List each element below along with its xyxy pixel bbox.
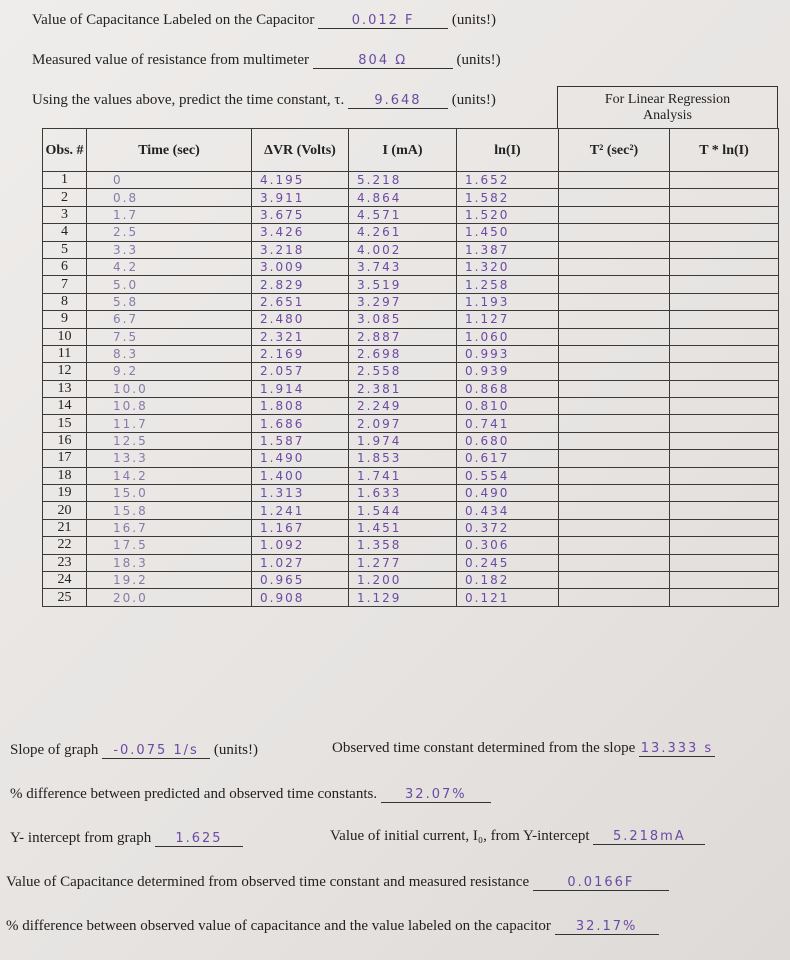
ln-cell: 1.520	[457, 206, 559, 223]
dv-cell: 3.426	[252, 224, 349, 241]
time-cell: 12.5	[87, 432, 252, 449]
observed-tc-label: Observed time constant determined from the slope	[332, 740, 636, 756]
cap-obs-line	[6, 874, 669, 891]
ln-cell: 0.741	[457, 415, 559, 432]
t2-cell	[559, 589, 670, 606]
ln-cell: 1.127	[457, 311, 559, 328]
table-row	[43, 363, 779, 380]
current-cell: 1.741	[349, 467, 457, 484]
time-cell: 8.3	[87, 345, 252, 362]
ln-cell: 1.320	[457, 258, 559, 275]
time-cell: 15.0	[87, 485, 252, 502]
ln-cell: 0.245	[457, 554, 559, 571]
table-row	[43, 172, 779, 189]
ln-cell: 0.121	[457, 589, 559, 606]
predict-value: 9.648	[348, 94, 448, 109]
regression-header-line2: Analysis	[643, 108, 692, 123]
obs-cell: 19	[43, 485, 87, 502]
dv-cell: 1.167	[252, 519, 349, 536]
dv-cell: 3.675	[252, 206, 349, 223]
t2-cell	[559, 502, 670, 519]
time-cell: 5.8	[87, 293, 252, 310]
t2-cell	[559, 345, 670, 362]
current-cell: 2.097	[349, 415, 457, 432]
current-cell: 1.633	[349, 485, 457, 502]
cap-obs-value: 0.0166F	[533, 876, 669, 891]
current-cell: 3.085	[349, 311, 457, 328]
time-cell: 2.5	[87, 224, 252, 241]
ln-cell: 0.434	[457, 502, 559, 519]
capacitance-label: Value of Capacitance Labeled on the Capacitor	[32, 12, 315, 28]
regression-header-line1: For Linear Regression	[604, 92, 731, 107]
tln-cell	[670, 380, 779, 397]
dv-cell: 1.490	[252, 450, 349, 467]
current-cell: 2.558	[349, 363, 457, 380]
col-header-current: I (mA)	[349, 129, 457, 172]
obs-cell: 4	[43, 224, 87, 241]
table-row	[43, 293, 779, 310]
table-row	[43, 189, 779, 206]
time-cell: 7.5	[87, 328, 252, 345]
t2-cell	[559, 380, 670, 397]
table-row	[43, 206, 779, 223]
ln-cell: 0.868	[457, 380, 559, 397]
dv-cell: 1.400	[252, 467, 349, 484]
t2-cell	[559, 571, 670, 588]
tln-cell	[670, 519, 779, 536]
table-row	[43, 467, 779, 484]
obs-cell: 7	[43, 276, 87, 293]
obs-cell: 16	[43, 432, 87, 449]
i0-value: 5.218mA	[593, 830, 705, 845]
obs-cell: 10	[43, 328, 87, 345]
ln-cell: 1.582	[457, 189, 559, 206]
tln-cell	[670, 328, 779, 345]
tln-cell	[670, 571, 779, 588]
predict-units: (units!)	[451, 92, 496, 108]
current-cell: 5.218	[349, 172, 457, 189]
current-cell: 1.129	[349, 589, 457, 606]
current-cell: 2.887	[349, 328, 457, 345]
obs-cell: 1	[43, 172, 87, 189]
obs-cell: 12	[43, 363, 87, 380]
current-cell: 4.261	[349, 224, 457, 241]
t2-cell	[559, 189, 670, 206]
dv-cell: 1.686	[252, 415, 349, 432]
table-row	[43, 328, 779, 345]
pct-tc-value: 32.07%	[381, 788, 491, 803]
obs-cell: 24	[43, 571, 87, 588]
ln-cell: 0.372	[457, 519, 559, 536]
current-cell: 1.200	[349, 571, 457, 588]
obs-cell: 6	[43, 258, 87, 275]
tln-cell	[670, 206, 779, 223]
table-header-row	[43, 129, 779, 172]
i0-label: Value of initial current, I₀, from Y-intercept	[330, 828, 590, 844]
table-row	[43, 398, 779, 415]
time-cell: 20.0	[87, 589, 252, 606]
obs-cell: 21	[43, 519, 87, 536]
tln-cell	[670, 293, 779, 310]
tln-cell	[670, 241, 779, 258]
t2-cell	[559, 172, 670, 189]
resistance-line	[32, 52, 501, 69]
table-row	[43, 241, 779, 258]
yint-line	[10, 830, 243, 847]
table-row	[43, 432, 779, 449]
tln-cell	[670, 537, 779, 554]
i0-line	[330, 828, 705, 845]
tln-cell	[670, 363, 779, 380]
tln-cell	[670, 485, 779, 502]
time-cell: 14.2	[87, 467, 252, 484]
cap-obs-label: Value of Capacitance determined from observed time constant and measured resistance	[6, 874, 530, 890]
table-row	[43, 380, 779, 397]
ln-cell: 0.554	[457, 467, 559, 484]
table-row	[43, 589, 779, 606]
dv-cell: 2.321	[252, 328, 349, 345]
time-cell: 9.2	[87, 363, 252, 380]
resistance-label: Measured value of resistance from multimeter	[32, 52, 309, 68]
ln-cell: 1.387	[457, 241, 559, 258]
slope-units: (units!)	[213, 742, 258, 758]
dv-cell: 4.195	[252, 172, 349, 189]
pct-tc-line	[10, 786, 491, 803]
t2-cell	[559, 537, 670, 554]
pct-cap-line	[6, 918, 659, 935]
tln-cell	[670, 502, 779, 519]
current-cell: 1.358	[349, 537, 457, 554]
slope-label: Slope of graph	[10, 742, 99, 758]
t2-cell	[559, 206, 670, 223]
obs-cell: 17	[43, 450, 87, 467]
table-row	[43, 276, 779, 293]
pct-cap-label: % difference between observed value of capacitance and the value labeled on the capacitor	[6, 918, 551, 934]
dv-cell: 1.808	[252, 398, 349, 415]
current-cell: 2.698	[349, 345, 457, 362]
time-cell: 4.2	[87, 258, 252, 275]
time-cell: 15.8	[87, 502, 252, 519]
ln-cell: 0.182	[457, 571, 559, 588]
ln-cell: 0.490	[457, 485, 559, 502]
t2-cell	[559, 415, 670, 432]
ln-cell: 1.060	[457, 328, 559, 345]
tln-cell	[670, 345, 779, 362]
table-row	[43, 450, 779, 467]
ln-cell: 0.810	[457, 398, 559, 415]
capacitance-value: 0.012 F	[318, 14, 448, 29]
time-cell: 5.0	[87, 276, 252, 293]
dv-cell: 2.169	[252, 345, 349, 362]
t2-cell	[559, 224, 670, 241]
dv-cell: 1.241	[252, 502, 349, 519]
table-row	[43, 519, 779, 536]
yint-label: Y- intercept from graph	[10, 830, 152, 846]
current-cell: 1.277	[349, 554, 457, 571]
predict-label: Using the values above, predict the time constant, τ.	[32, 92, 345, 108]
obs-cell: 2	[43, 189, 87, 206]
table-row	[43, 502, 779, 519]
ln-cell: 0.306	[457, 537, 559, 554]
t2-cell	[559, 398, 670, 415]
t2-cell	[559, 467, 670, 484]
ln-cell: 1.193	[457, 293, 559, 310]
t2-cell	[559, 311, 670, 328]
ln-cell: 1.450	[457, 224, 559, 241]
regression-header	[557, 86, 778, 128]
yint-value: 1.625	[155, 832, 243, 847]
observed-tc-unit: s	[704, 741, 714, 756]
obs-cell: 14	[43, 398, 87, 415]
t2-cell	[559, 519, 670, 536]
tln-cell	[670, 172, 779, 189]
dv-cell: 1.027	[252, 554, 349, 571]
observed-tc-line	[332, 740, 715, 757]
tln-cell	[670, 189, 779, 206]
tln-cell	[670, 450, 779, 467]
slope-line	[10, 742, 258, 759]
ln-cell: 1.258	[457, 276, 559, 293]
ln-cell: 0.939	[457, 363, 559, 380]
pct-tc-label: % difference between predicted and observed time constants.	[10, 786, 378, 802]
current-cell: 3.743	[349, 258, 457, 275]
t2-cell	[559, 363, 670, 380]
t2-cell	[559, 293, 670, 310]
obs-cell: 15	[43, 415, 87, 432]
current-cell: 3.297	[349, 293, 457, 310]
table-row	[43, 415, 779, 432]
time-cell: 19.2	[87, 571, 252, 588]
t2-cell	[559, 485, 670, 502]
table-row	[43, 485, 779, 502]
dv-cell: 3.218	[252, 241, 349, 258]
current-cell: 1.544	[349, 502, 457, 519]
dv-cell: 3.009	[252, 258, 349, 275]
t2-cell	[559, 241, 670, 258]
obs-cell: 13	[43, 380, 87, 397]
obs-cell: 5	[43, 241, 87, 258]
current-cell: 3.519	[349, 276, 457, 293]
capacitance-units: (units!)	[451, 12, 497, 28]
dv-cell: 0.965	[252, 571, 349, 588]
obs-cell: 3	[43, 206, 87, 223]
table-row	[43, 345, 779, 362]
tln-cell	[670, 467, 779, 484]
dv-cell: 2.480	[252, 311, 349, 328]
t2-cell	[559, 258, 670, 275]
tln-cell	[670, 224, 779, 241]
table-row	[43, 258, 779, 275]
time-cell: 11.7	[87, 415, 252, 432]
current-cell: 4.864	[349, 189, 457, 206]
capacitance-line	[32, 12, 496, 29]
current-cell: 2.381	[349, 380, 457, 397]
col-header-obs: Obs. #	[43, 129, 87, 172]
data-table	[42, 128, 779, 607]
tln-cell	[670, 276, 779, 293]
dv-cell: 2.829	[252, 276, 349, 293]
t2-cell	[559, 450, 670, 467]
t2-cell	[559, 432, 670, 449]
time-cell: 6.7	[87, 311, 252, 328]
current-cell: 2.249	[349, 398, 457, 415]
dv-cell: 2.057	[252, 363, 349, 380]
time-cell: 3.3	[87, 241, 252, 258]
tln-cell	[670, 589, 779, 606]
dv-cell: 2.651	[252, 293, 349, 310]
t2-cell	[559, 328, 670, 345]
dv-cell: 1.092	[252, 537, 349, 554]
current-cell: 1.451	[349, 519, 457, 536]
col-header-t2: T² (sec²)	[559, 129, 670, 172]
obs-cell: 22	[43, 537, 87, 554]
table-body	[43, 172, 779, 607]
obs-cell: 8	[43, 293, 87, 310]
dv-cell: 1.313	[252, 485, 349, 502]
dv-cell: 1.587	[252, 432, 349, 449]
col-header-dv: ΔVR (Volts)	[252, 129, 349, 172]
tln-cell	[670, 415, 779, 432]
col-header-time: Time (sec)	[87, 129, 252, 172]
tln-cell	[670, 258, 779, 275]
time-cell: 0	[87, 172, 252, 189]
time-cell: 18.3	[87, 554, 252, 571]
observed-tc-value-field	[639, 742, 715, 757]
tln-cell	[670, 432, 779, 449]
time-cell: 17.5	[87, 537, 252, 554]
pct-cap-value: 32.17%	[555, 920, 659, 935]
col-header-ln: ln(I)	[457, 129, 559, 172]
time-cell: 0.8	[87, 189, 252, 206]
tln-cell	[670, 554, 779, 571]
t2-cell	[559, 554, 670, 571]
ln-cell: 0.993	[457, 345, 559, 362]
obs-cell: 18	[43, 467, 87, 484]
table-row	[43, 224, 779, 241]
tln-cell	[670, 398, 779, 415]
obs-cell: 20	[43, 502, 87, 519]
current-cell: 4.571	[349, 206, 457, 223]
obs-cell: 23	[43, 554, 87, 571]
ln-cell: 1.652	[457, 172, 559, 189]
dv-cell: 1.914	[252, 380, 349, 397]
obs-cell: 11	[43, 345, 87, 362]
obs-cell: 9	[43, 311, 87, 328]
ln-cell: 0.617	[457, 450, 559, 467]
ln-cell: 0.680	[457, 432, 559, 449]
time-cell: 13.3	[87, 450, 252, 467]
table-row	[43, 311, 779, 328]
time-cell: 16.7	[87, 519, 252, 536]
time-cell: 10.8	[87, 398, 252, 415]
slope-value: -0.075	[113, 743, 168, 758]
time-cell: 1.7	[87, 206, 252, 223]
t2-cell	[559, 276, 670, 293]
current-cell: 4.002	[349, 241, 457, 258]
table-row	[43, 554, 779, 571]
obs-cell: 25	[43, 589, 87, 606]
observed-tc-value: 13.333	[640, 741, 699, 756]
predict-line	[32, 92, 496, 109]
resistance-value: 804 Ω	[313, 54, 453, 69]
slope-unit: 1/s	[173, 743, 199, 758]
resistance-units: (units!)	[456, 52, 501, 68]
current-cell: 1.974	[349, 432, 457, 449]
table-row	[43, 537, 779, 554]
slope-value-field	[102, 744, 210, 759]
col-header-tln: T * ln(I)	[670, 129, 779, 172]
table-row	[43, 571, 779, 588]
time-cell: 10.0	[87, 380, 252, 397]
dv-cell: 0.908	[252, 589, 349, 606]
current-cell: 1.853	[349, 450, 457, 467]
dv-cell: 3.911	[252, 189, 349, 206]
tln-cell	[670, 311, 779, 328]
